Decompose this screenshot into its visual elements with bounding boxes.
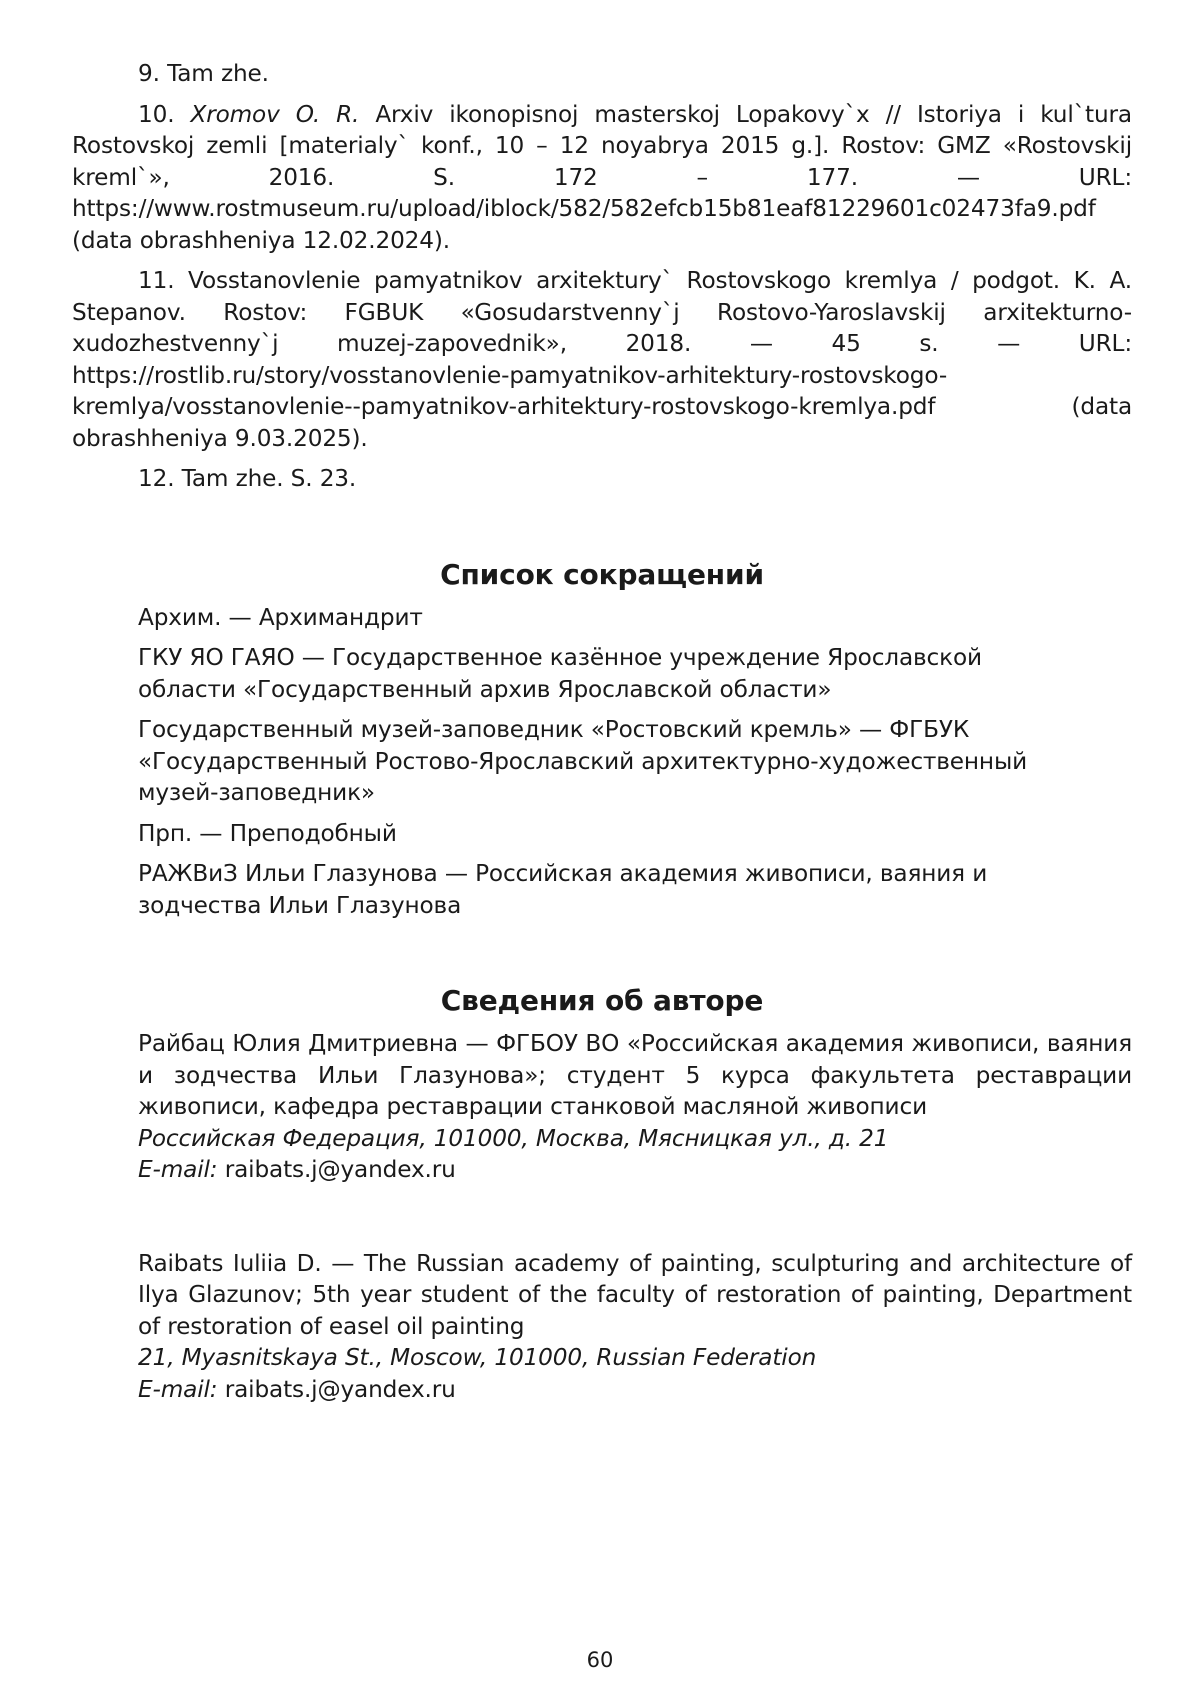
abbreviation-item: Архим. — Архимандрит bbox=[138, 603, 423, 631]
abbreviations-title: Список сокращений bbox=[440, 557, 764, 591]
author-email-line bbox=[138, 1154, 1132, 1186]
author-info-en bbox=[72, 1248, 1132, 1406]
reference-number: 12. bbox=[138, 465, 175, 492]
reference-number: 9. bbox=[138, 60, 160, 87]
reference-9 bbox=[72, 58, 1132, 90]
author-description: Райбац Юлия Дмитриевна — ФГБОУ ВО «Российская академия живописи, ваяния и зодчества Ильи Глазунова»; студент 5 курса факультета реставрации живописи, кафедра реставрации станковой масляной живописи bbox=[138, 1030, 1132, 1120]
author-info-ru bbox=[72, 1028, 1132, 1186]
abbreviation-item: Государственный музей-заповедник «Ростовский кремль» — ФГБУК «Государственный Ростово-Ярославский архитектурно-художественный музей-заповедник» bbox=[138, 716, 1028, 806]
author-email-line bbox=[138, 1374, 1132, 1406]
reference-text: Tam zhe. bbox=[167, 60, 269, 87]
reference-number: 11. bbox=[138, 267, 175, 294]
email-label: E-mail: bbox=[138, 1156, 218, 1183]
reference-11 bbox=[72, 265, 1132, 454]
page-number: 60 bbox=[586, 1648, 614, 1672]
abbreviation-item: Прп. — Преподобный bbox=[138, 819, 397, 847]
page-content bbox=[72, 58, 1132, 1405]
reference-number: 10. bbox=[138, 100, 175, 128]
reference-text: Vosstanovlenie pamyatnikov arxitektury` Rostovskogo kremlya / podgot. K. A. Stepanov. Rostov: FGBUK «Gosudarstvenny`j Rostovo-Yaroslavskij arxitekturno-xudozhestvenny`j muzej-zapovednik», 2018. — 45 s. — URL: https://rostlib.ru/story/vosstanovlenie-pamyatnikov-arhitektury-rostovskogo-kremlya/vosstanovlenie--pamyatnikov-arhitektury-rostovskogo-kremlya.pdf (data obrashheniya 9.03.2025). bbox=[72, 267, 1132, 452]
abbreviation-item: ГКУ ЯО ГАЯО — Государственное казённое учреждение Ярославской области «Государственный архив Ярославской области» bbox=[138, 644, 982, 703]
author-address: 21, Myasnitskaya St., Moscow, 101000, Russian Federation bbox=[138, 1344, 817, 1371]
reference-12 bbox=[72, 463, 1132, 495]
reference-10 bbox=[72, 99, 1132, 257]
email-label: E-mail: bbox=[138, 1375, 218, 1403]
email-value: raibats.j@yandex.ru bbox=[224, 1375, 456, 1403]
reference-author: Xromov O. R. bbox=[190, 100, 360, 128]
abbreviation-item: РАЖВиЗ Ильи Глазунова — Российская академия живописи, ваяния и зодчества Ильи Глазунова bbox=[138, 860, 988, 919]
reference-text: Tam zhe. S. 23. bbox=[181, 465, 357, 492]
author-address: Российская Федерация, 101000, Москва, Мясницкая ул., д. 21 bbox=[138, 1124, 889, 1152]
author-description: Raibats Iuliia D. — The Russian academy of painting, sculpturing and architecture of Ilya Glazunov; 5th year student of the faculty of restoration of painting, Department of restoration of easel oil painting bbox=[138, 1249, 1132, 1340]
email-value: raibats.j@yandex.ru bbox=[224, 1156, 456, 1183]
reference-text: Arxiv ikonopisnoj masterskoj Lopakovy`x // Istoriya i kul`tura Rostovskoj zemli [materialy` konf., 10 – 12 noyabrya 2015 g.]. Rostov: GMZ «Rostovskij kreml`», 2016. S. 172 – 177. — URL: https://www.rostmuseum.ru/upload/iblock/582/582efcb15b81eaf81229601c02473fa9.pdf (data obrashheniya 12.02.2024). bbox=[72, 100, 1132, 254]
author-info-title: Сведения об авторе bbox=[440, 984, 764, 1017]
